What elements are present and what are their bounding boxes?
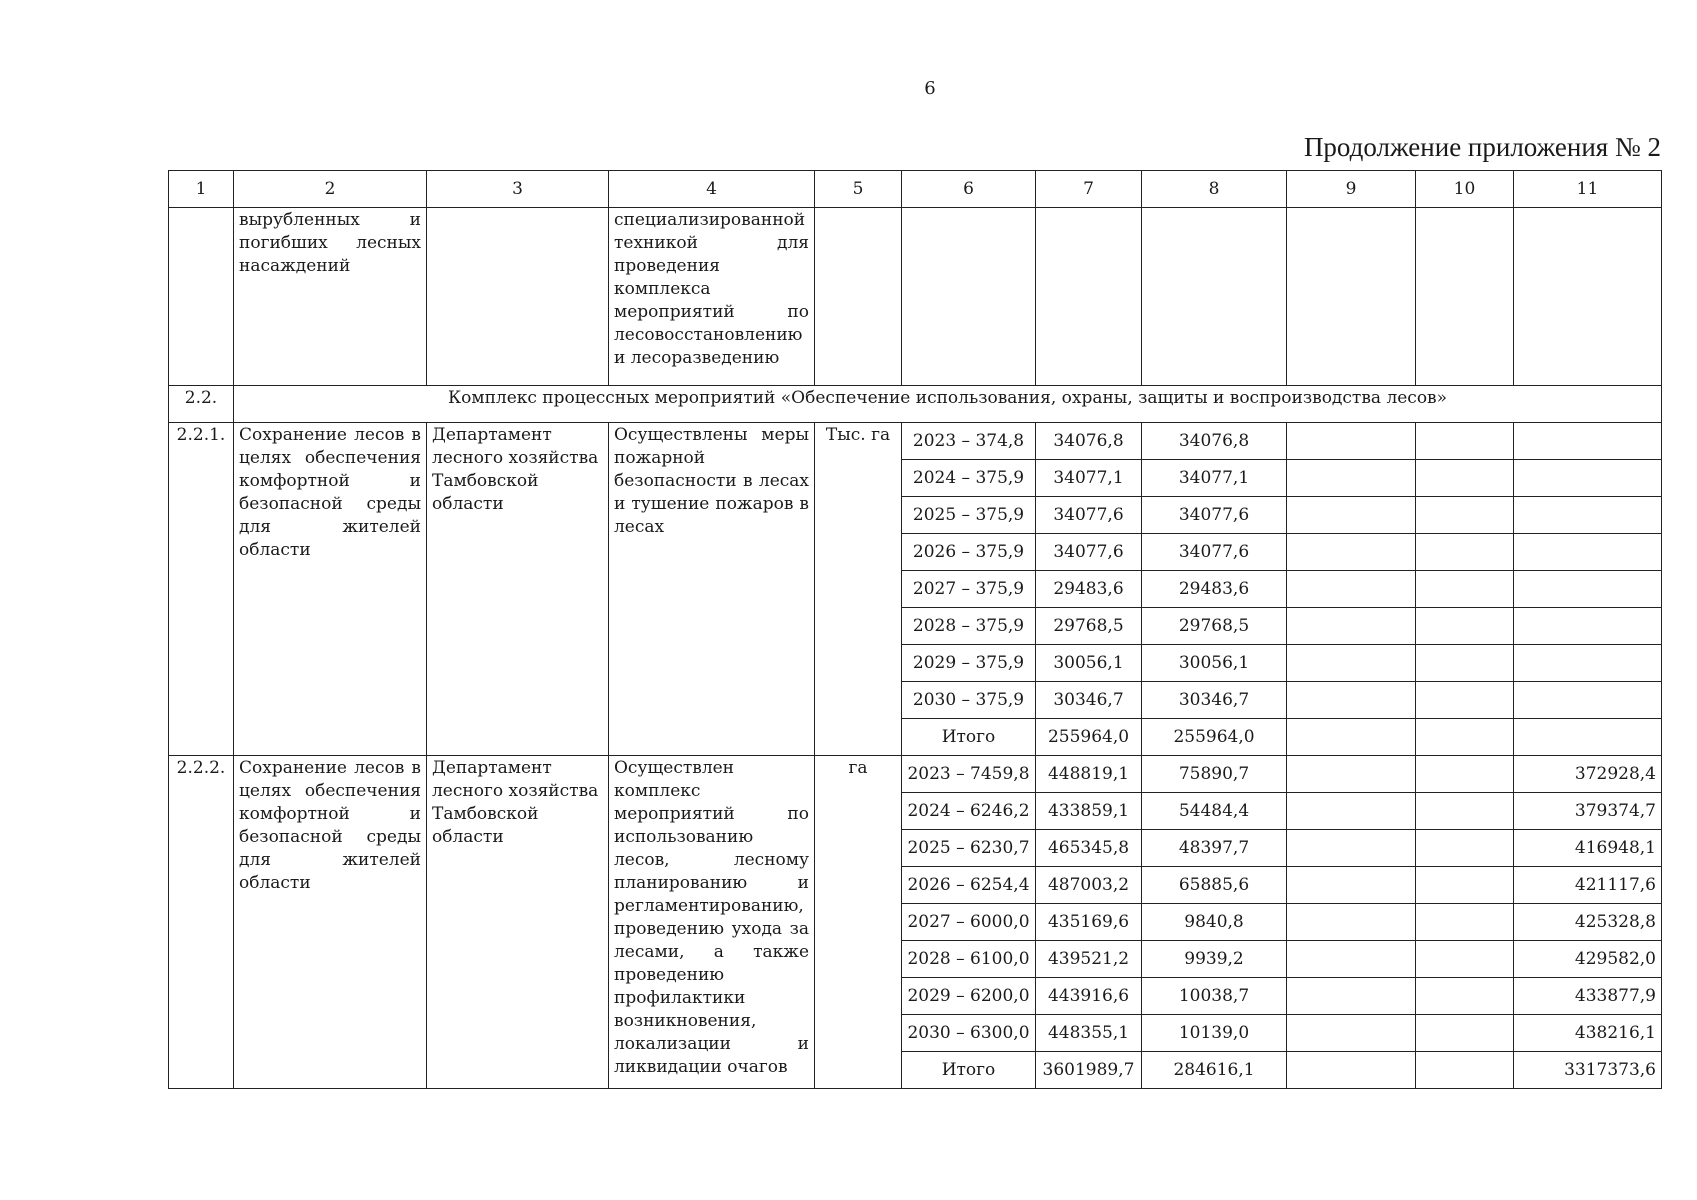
regional-budget-cell: 29768,5 — [1142, 608, 1287, 645]
item-executor: Департамент лесного хозяйства Тамбовской области — [427, 756, 609, 1089]
extrabudget-cell: 3317373,6 — [1514, 1052, 1662, 1089]
regional-budget-cell: 30056,1 — [1142, 645, 1287, 682]
col9-cell — [1287, 867, 1416, 904]
item-executor: Департамент лесного хозяйства Тамбовской области — [427, 423, 609, 756]
header-cell: 3 — [427, 171, 609, 208]
total-cell: 30056,1 — [1036, 645, 1142, 682]
total-cell: 448819,1 — [1036, 756, 1142, 793]
col10-cell — [1416, 682, 1514, 719]
total-cell: 30346,7 — [1036, 682, 1142, 719]
extrabudget-cell — [1514, 423, 1662, 460]
carry-over-row — [169, 208, 1662, 386]
header-row — [169, 171, 1662, 208]
item-code: 2.2.1. — [169, 423, 234, 756]
col10-cell — [1416, 460, 1514, 497]
regional-budget-cell: 34077,1 — [1142, 460, 1287, 497]
col10-cell — [1416, 1015, 1514, 1052]
page-number: 6 — [924, 78, 936, 99]
col10-cell — [1416, 867, 1514, 904]
indicator-cell: 2023 – 7459,8 — [902, 756, 1036, 793]
indicator-cell: 2030 – 6300,0 — [902, 1015, 1036, 1052]
total-cell: 3601989,7 — [1036, 1052, 1142, 1089]
indicator-cell: 2030 – 375,9 — [902, 682, 1036, 719]
header-cell: 7 — [1036, 171, 1142, 208]
regional-budget-cell: 255964,0 — [1142, 719, 1287, 756]
total-cell: 433859,1 — [1036, 793, 1142, 830]
extrabudget-cell: 379374,7 — [1514, 793, 1662, 830]
col10-cell — [1416, 830, 1514, 867]
regional-budget-cell: 30346,7 — [1142, 682, 1287, 719]
item-result: Осуществлены меры пожарной безопасности в лесах и тушение пожаров в лесах — [609, 423, 815, 756]
total-cell: 443916,6 — [1036, 978, 1142, 1015]
col10-cell — [1416, 756, 1514, 793]
header-cell: 9 — [1287, 171, 1416, 208]
section-title: Комплекс процессных мероприятий «Обеспечение использования, охраны, защиты и воспроизводства лесов» — [234, 386, 1662, 423]
total-cell: 34077,6 — [1036, 534, 1142, 571]
total-cell: 448355,1 — [1036, 1015, 1142, 1052]
item-unit: Тыс. га — [815, 423, 902, 756]
col10-cell — [1416, 904, 1514, 941]
total-cell: 34077,6 — [1036, 497, 1142, 534]
col9-cell — [1287, 978, 1416, 1015]
header-cell: 11 — [1514, 171, 1662, 208]
col9-cell — [1287, 645, 1416, 682]
col10-cell — [1416, 978, 1514, 1015]
header-cell: 8 — [1142, 171, 1287, 208]
table-row — [169, 756, 1662, 793]
carry-name-cell: вырубленных и погибших лесных насаждений — [234, 208, 427, 386]
col10-cell — [1416, 608, 1514, 645]
indicator-cell: 2024 – 6246,2 — [902, 793, 1036, 830]
total-cell: 34077,1 — [1036, 460, 1142, 497]
total-cell: 439521,2 — [1036, 941, 1142, 978]
col10-cell — [1416, 497, 1514, 534]
header-cell: 6 — [902, 171, 1036, 208]
regional-budget-cell: 34077,6 — [1142, 534, 1287, 571]
extrabudget-cell — [1514, 497, 1662, 534]
extrabudget-cell — [1514, 719, 1662, 756]
col9-cell — [1287, 793, 1416, 830]
header-cell: 4 — [609, 171, 815, 208]
section-code: 2.2. — [169, 386, 234, 423]
col9-cell — [1287, 756, 1416, 793]
indicator-cell: 2029 – 375,9 — [902, 645, 1036, 682]
indicator-cell: 2025 – 375,9 — [902, 497, 1036, 534]
appendix-table — [168, 170, 1662, 1089]
indicator-cell: 2025 – 6230,7 — [902, 830, 1036, 867]
col9-cell — [1287, 830, 1416, 867]
col10-cell — [1416, 534, 1514, 571]
table-row — [169, 423, 1662, 460]
regional-budget-cell: 9840,8 — [1142, 904, 1287, 941]
col10-cell — [1416, 645, 1514, 682]
indicator-cell: 2023 – 374,8 — [902, 423, 1036, 460]
total-cell: 29768,5 — [1036, 608, 1142, 645]
col9-cell — [1287, 1052, 1416, 1089]
regional-budget-cell: 9939,2 — [1142, 941, 1287, 978]
extrabudget-cell — [1514, 682, 1662, 719]
indicator-cell: 2024 – 375,9 — [902, 460, 1036, 497]
extrabudget-cell: 421117,6 — [1514, 867, 1662, 904]
col10-cell — [1416, 423, 1514, 460]
col9-cell — [1287, 1015, 1416, 1052]
regional-budget-cell: 75890,7 — [1142, 756, 1287, 793]
indicator-cell: 2027 – 6000,0 — [902, 904, 1036, 941]
indicator-cell: 2027 – 375,9 — [902, 571, 1036, 608]
total-cell: 465345,8 — [1036, 830, 1142, 867]
col9-cell — [1287, 941, 1416, 978]
indicator-cell: Итого — [902, 1052, 1036, 1089]
header-cell: 1 — [169, 171, 234, 208]
total-cell: 34076,8 — [1036, 423, 1142, 460]
extrabudget-cell: 438216,1 — [1514, 1015, 1662, 1052]
extrabudget-cell: 416948,1 — [1514, 830, 1662, 867]
indicator-cell: 2028 – 6100,0 — [902, 941, 1036, 978]
header-cell: 10 — [1416, 171, 1514, 208]
col9-cell — [1287, 904, 1416, 941]
col9-cell — [1287, 423, 1416, 460]
col10-cell — [1416, 719, 1514, 756]
col10-cell — [1416, 941, 1514, 978]
col9-cell — [1287, 608, 1416, 645]
col9-cell — [1287, 497, 1416, 534]
carry-result-cell: специализированной техникой для проведения комплекса мероприятий по лесовосстановлению и лесоразведению — [609, 208, 815, 386]
total-cell: 255964,0 — [1036, 719, 1142, 756]
continuation-title: Продолжение приложения № 2 — [1303, 132, 1661, 162]
item-name: Сохранение лесов в целях обеспечения комфортной и безопасной среды для жителей области — [234, 423, 427, 756]
regional-budget-cell: 48397,7 — [1142, 830, 1287, 867]
regional-budget-cell: 34076,8 — [1142, 423, 1287, 460]
col9-cell — [1287, 682, 1416, 719]
col9-cell — [1287, 719, 1416, 756]
extrabudget-cell — [1514, 534, 1662, 571]
total-cell: 435169,6 — [1036, 904, 1142, 941]
total-cell: 487003,2 — [1036, 867, 1142, 904]
extrabudget-cell — [1514, 460, 1662, 497]
regional-budget-cell: 29483,6 — [1142, 571, 1287, 608]
extrabudget-cell: 429582,0 — [1514, 941, 1662, 978]
item-unit: га — [815, 756, 902, 1089]
extrabudget-cell: 425328,8 — [1514, 904, 1662, 941]
col10-cell — [1416, 793, 1514, 830]
col10-cell — [1416, 1052, 1514, 1089]
total-cell: 29483,6 — [1036, 571, 1142, 608]
extrabudget-cell: 372928,4 — [1514, 756, 1662, 793]
regional-budget-cell: 10038,7 — [1142, 978, 1287, 1015]
item-name: Сохранение лесов в целях обеспечения комфортной и безопасной среды для жителей области — [234, 756, 427, 1089]
indicator-cell: 2026 – 6254,4 — [902, 867, 1036, 904]
section-row — [169, 386, 1662, 423]
extrabudget-cell — [1514, 645, 1662, 682]
indicator-cell: Итого — [902, 719, 1036, 756]
extrabudget-cell — [1514, 571, 1662, 608]
header-cell: 5 — [815, 171, 902, 208]
item-code: 2.2.2. — [169, 756, 234, 1089]
indicator-cell: 2029 – 6200,0 — [902, 978, 1036, 1015]
regional-budget-cell: 54484,4 — [1142, 793, 1287, 830]
col10-cell — [1416, 571, 1514, 608]
extrabudget-cell: 433877,9 — [1514, 978, 1662, 1015]
header-cell: 2 — [234, 171, 427, 208]
col9-cell — [1287, 534, 1416, 571]
indicator-cell: 2028 – 375,9 — [902, 608, 1036, 645]
regional-budget-cell: 65885,6 — [1142, 867, 1287, 904]
item-result: Осуществлен комплекс мероприятий по использованию лесов, лесному планированию и регламентированию, проведению ухода за лесами, а также проведению профилактики возникновения, локализации и ликвидации очагов — [609, 756, 815, 1089]
regional-budget-cell: 10139,0 — [1142, 1015, 1287, 1052]
extrabudget-cell — [1514, 608, 1662, 645]
regional-budget-cell: 34077,6 — [1142, 497, 1287, 534]
regional-budget-cell: 284616,1 — [1142, 1052, 1287, 1089]
col9-cell — [1287, 571, 1416, 608]
col9-cell — [1287, 460, 1416, 497]
indicator-cell: 2026 – 375,9 — [902, 534, 1036, 571]
